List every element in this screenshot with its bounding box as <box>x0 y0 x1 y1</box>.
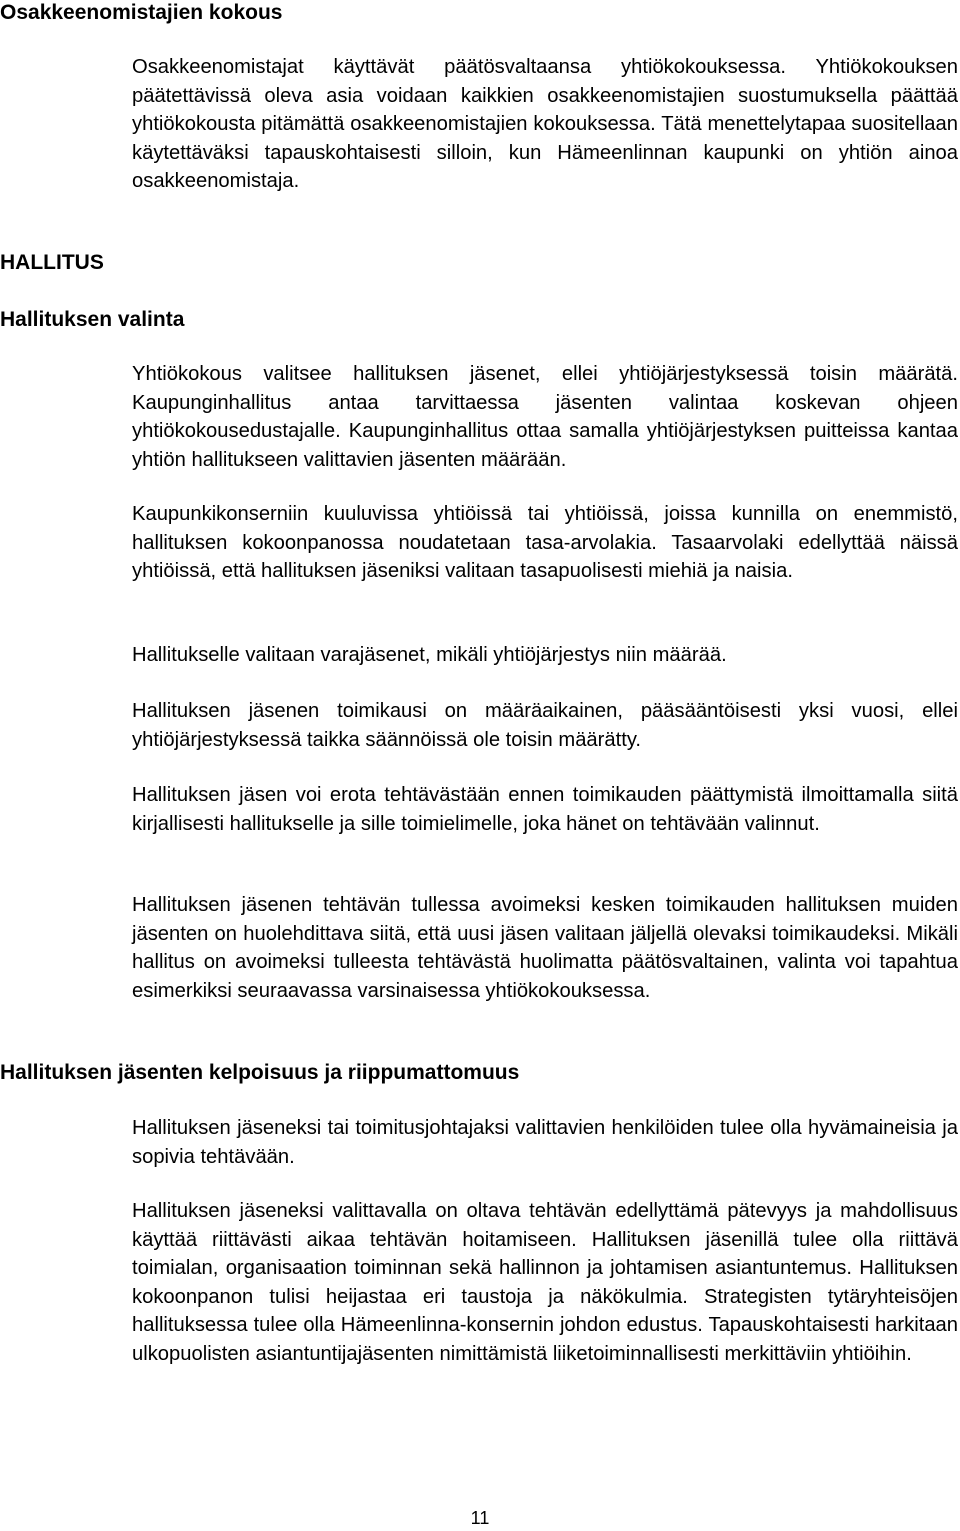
page-number: 11 <box>470 1508 490 1528</box>
paragraph-eligibility-1: Hallituksen jäseneksi tai toimitusjohtajaksi valittavien henkilöiden tulee olla hyvämaineisia ja sopivia tehtävään. <box>132 1117 958 1168</box>
heading-board-eligibility: Hallituksen jäsenten kelpoisuus ja riippumattomuus <box>0 1061 520 1084</box>
paragraph-shareholders-meeting: Osakkeenomistajat käyttävät päätösvaltaansa yhtiökokouksessa. Yhtiökokouksen päätettävissä oleva asia voidaan kaikkien osakkeenomistajien suostumuksella päättää yhtiökokousta pitämättä osakkeenomistajien kokouksessa. Tätä menettelytapaa suositellaan käytettäväksi tapauskohtaisesti silloin, kun Hämeenlinnan kaupunki on yhtiön ainoa osakkeenomistaja. <box>132 56 958 193</box>
paragraph-equality-act: Kaupunkikonserniin kuuluvissa yhtiöissä tai yhtiöissä, joissa kunnilla on enemmistö, hallituksen kokoonpanossa noudatetaan tasa-arvolakia. Tasaarvolaki edellyttää näissä yhtiöissä, että hallituksen jäseniksi valitaan tasapuolisesti miehiä ja naisia. <box>132 503 958 583</box>
paragraph-term-of-office: Hallituksen jäsenen toimikausi on määräaikainen, pääsääntöisesti yksi vuosi, ellei yhtiöjärjestyksessä taikka säännöissä ole toisin määrätty. <box>132 700 958 751</box>
paragraph-resignation: Hallituksen jäsen voi erota tehtävästään ennen toimikauden päättymistä ilmoittamalla siitä kirjallisesti hallitukselle ja sille toimielimelle, joka hänet on tehtävään valinnut. <box>132 784 958 835</box>
paragraph-vacancy: Hallituksen jäsenen tehtävän tullessa avoimeksi kesken toimikauden hallituksen muiden jäsenten on huolehdittava siitä, että uusi jäsen valitaan jäljellä olevaksi toimikaudeksi. Mikäli hallitus on avoimeksi tulleesta tehtävästä huolimatta päätösvaltainen, valinta voi tapahtua esimerkiksi seuraavassa varsinaisessa yhtiökokouksessa. <box>132 894 958 1002</box>
heading-board: HALLITUS <box>0 251 104 274</box>
heading-shareholders-meeting: Osakkeenomistajien kokous <box>0 1 283 24</box>
paragraph-deputy-members: Hallitukselle valitaan varajäsenet, mikäli yhtiöjärjestys niin määrää. <box>132 644 727 666</box>
paragraph-eligibility-2: Hallituksen jäseneksi valittavalla on oltava tehtävän edellyttämä pätevyys ja mahdollisuus käyttää riittävästi aikaa tehtävän hoitamiseen. Hallituksen jäsenillä tulee olla riittävä toimialan, organisaation toiminnan sekä hallinnon ja johtamisen asiantuntemus. Hallituksen kokoonpanon tulisi heijastaa eri taustoja ja näkökulmia. Strategisten tytäryhteisöjen hallituksessa tulee olla Hämeenlinna-konsernin johdon edustus. Tapauskohtaisesti harkitaan ulkopuolisten asiantuntijajäsenten nimittämistä liiketoiminnallisesti merkittäviin yhtiöihin. <box>132 1200 958 1365</box>
heading-board-election: Hallituksen valinta <box>0 308 185 331</box>
paragraph-board-election-1: Yhtiökokous valitsee hallituksen jäsenet, ellei yhtiöjärjestyksessä toisin määrätä. Kaupunginhallitus antaa tarvittaessa jäsenten valintaa koskevan ohjeen yhtiökokousedustajalle. Kaupunginhallitus ottaa samalla yhtiöjärjestyksen puitteissa kantaa yhtiön hallitukseen valittavien jäsenten määrään. <box>132 363 958 471</box>
